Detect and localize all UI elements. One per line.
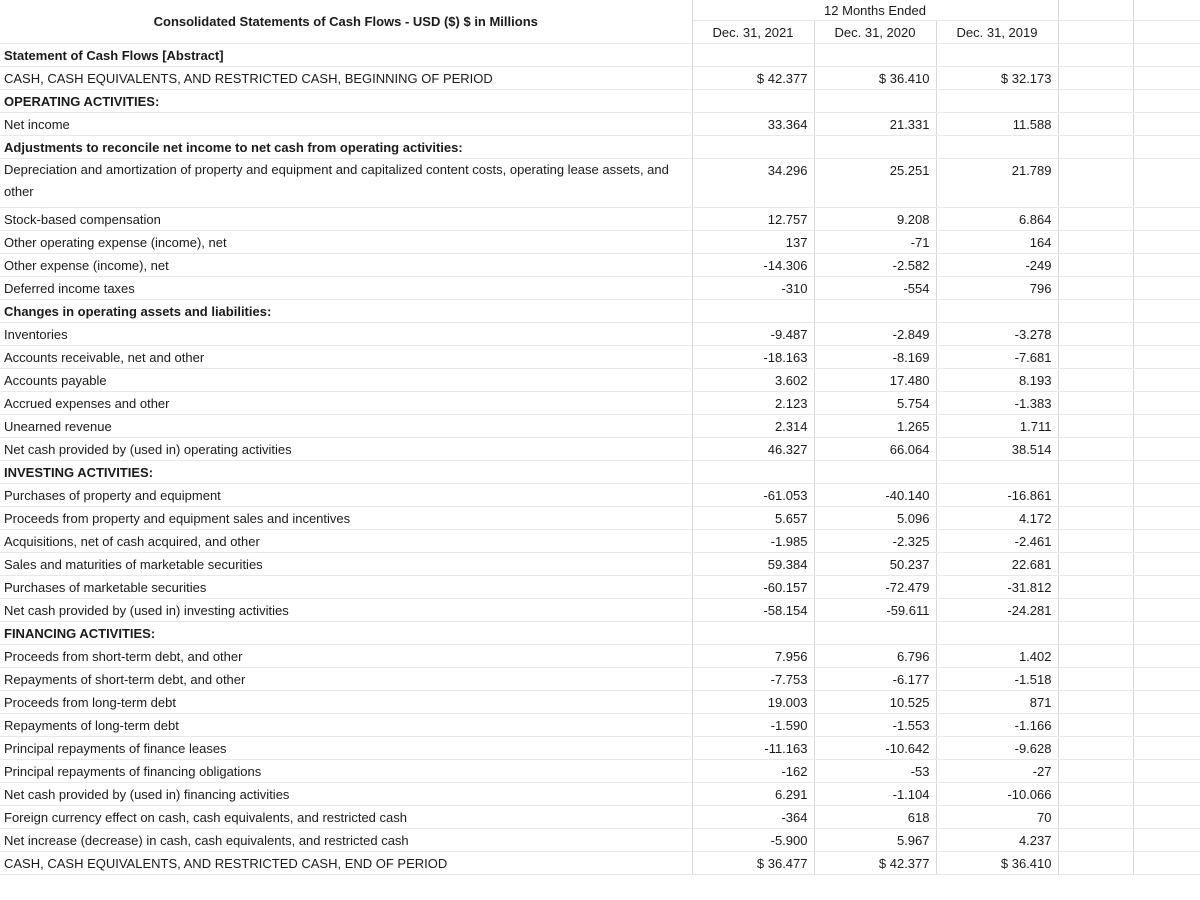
empty-cell — [1058, 415, 1133, 438]
empty-cell — [1133, 829, 1200, 852]
empty-cell — [1133, 369, 1200, 392]
row-label: Proceeds from property and equipment sales and incentives — [0, 507, 692, 530]
table-row — [0, 599, 1200, 622]
value-cell: -249 — [936, 254, 1058, 277]
value-cell: 618 — [814, 806, 936, 829]
empty-cell — [1133, 44, 1200, 67]
table-row — [0, 415, 1200, 438]
table-row — [0, 346, 1200, 369]
value-cell: -59.611 — [814, 599, 936, 622]
row-label: Statement of Cash Flows [Abstract] — [0, 44, 692, 67]
value-cell: -58.154 — [692, 599, 814, 622]
value-cell: 59.384 — [692, 553, 814, 576]
value-cell — [692, 136, 814, 159]
value-cell: $ 36.477 — [692, 852, 814, 875]
value-cell: -1.383 — [936, 392, 1058, 415]
table-row — [0, 369, 1200, 392]
row-label: CASH, CASH EQUIVALENTS, AND RESTRICTED CASH, BEGINNING OF PERIOD — [0, 67, 692, 90]
empty-cell — [1133, 576, 1200, 599]
value-cell: 50.237 — [814, 553, 936, 576]
empty-cell — [1133, 507, 1200, 530]
empty-cell — [1058, 484, 1133, 507]
row-label: Purchases of property and equipment — [0, 484, 692, 507]
value-cell — [936, 90, 1058, 113]
empty-cell — [1058, 231, 1133, 254]
row-label: Repayments of short-term debt, and other — [0, 668, 692, 691]
row-label: Net cash provided by (used in) financing activities — [0, 783, 692, 806]
date-header-2020: Dec. 31, 2020 — [814, 21, 936, 44]
value-cell: 5.096 — [814, 507, 936, 530]
value-cell — [936, 461, 1058, 484]
table-row — [0, 668, 1200, 691]
value-cell: 22.681 — [936, 553, 1058, 576]
empty-cell — [1133, 714, 1200, 737]
row-label: Unearned revenue — [0, 415, 692, 438]
empty-cell — [1133, 645, 1200, 668]
table-row — [0, 553, 1200, 576]
value-cell: 21.331 — [814, 113, 936, 136]
value-cell: 5.657 — [692, 507, 814, 530]
empty-cell — [1058, 507, 1133, 530]
value-cell — [814, 90, 936, 113]
value-cell: -27 — [936, 760, 1058, 783]
value-cell: -7.753 — [692, 668, 814, 691]
empty-cell — [1058, 113, 1133, 136]
empty-cell — [1133, 67, 1200, 90]
value-cell: 796 — [936, 277, 1058, 300]
value-cell: -24.281 — [936, 599, 1058, 622]
value-cell: -364 — [692, 806, 814, 829]
empty-cell — [1058, 346, 1133, 369]
header-row-period — [0, 0, 1200, 21]
row-label: Proceeds from short-term debt, and other — [0, 645, 692, 668]
value-cell: 66.064 — [814, 438, 936, 461]
table-row — [0, 277, 1200, 300]
date-header-2019: Dec. 31, 2019 — [936, 21, 1058, 44]
row-label: Net cash provided by (used in) operating activities — [0, 438, 692, 461]
row-label: Other expense (income), net — [0, 254, 692, 277]
empty-cell — [1133, 622, 1200, 645]
table-row — [0, 806, 1200, 829]
empty-cell — [1133, 208, 1200, 231]
value-cell: 164 — [936, 231, 1058, 254]
row-label: Proceeds from long-term debt — [0, 691, 692, 714]
value-cell: $ 42.377 — [692, 67, 814, 90]
value-cell: -61.053 — [692, 484, 814, 507]
value-cell: 70 — [936, 806, 1058, 829]
empty-cell — [1133, 484, 1200, 507]
table-row — [0, 783, 1200, 806]
empty-cell — [1133, 159, 1200, 208]
table-row — [0, 231, 1200, 254]
row-label: OPERATING ACTIVITIES: — [0, 90, 692, 113]
empty-cell — [1133, 530, 1200, 553]
empty-cell — [1058, 277, 1133, 300]
empty-cell — [1133, 346, 1200, 369]
value-cell: -72.479 — [814, 576, 936, 599]
value-cell: -1.553 — [814, 714, 936, 737]
value-cell: 5.967 — [814, 829, 936, 852]
empty-cell — [1058, 392, 1133, 415]
value-cell — [692, 622, 814, 645]
empty-cell — [1133, 415, 1200, 438]
value-cell: $ 42.377 — [814, 852, 936, 875]
empty-cell — [1058, 21, 1133, 44]
table-row — [0, 622, 1200, 645]
value-cell: -1.985 — [692, 530, 814, 553]
row-label: Net cash provided by (used in) investing activities — [0, 599, 692, 622]
empty-cell — [1058, 323, 1133, 346]
value-cell: 871 — [936, 691, 1058, 714]
empty-cell — [1058, 622, 1133, 645]
value-cell: $ 36.410 — [814, 67, 936, 90]
empty-cell — [1058, 553, 1133, 576]
value-cell: 9.208 — [814, 208, 936, 231]
empty-cell — [1133, 599, 1200, 622]
row-label: Net increase (decrease) in cash, cash equivalents, and restricted cash — [0, 829, 692, 852]
value-cell — [692, 461, 814, 484]
empty-cell — [1133, 668, 1200, 691]
value-cell: -2.325 — [814, 530, 936, 553]
table-row — [0, 737, 1200, 760]
empty-cell — [1058, 530, 1133, 553]
empty-cell — [1058, 438, 1133, 461]
period-header: 12 Months Ended — [692, 0, 1058, 21]
table-row — [0, 323, 1200, 346]
empty-cell — [1058, 90, 1133, 113]
value-cell — [814, 300, 936, 323]
table-row — [0, 645, 1200, 668]
empty-cell — [1058, 829, 1133, 852]
table-row — [0, 438, 1200, 461]
row-label: Depreciation and amortization of property and equipment and capitalized content costs, operating lease assets, and other — [0, 159, 692, 208]
row-label: FINANCING ACTIVITIES: — [0, 622, 692, 645]
row-label: Principal repayments of finance leases — [0, 737, 692, 760]
value-cell: 38.514 — [936, 438, 1058, 461]
empty-cell — [1133, 0, 1200, 21]
table-row — [0, 507, 1200, 530]
value-cell: 4.172 — [936, 507, 1058, 530]
row-label: INVESTING ACTIVITIES: — [0, 461, 692, 484]
value-cell — [936, 300, 1058, 323]
row-label: Accounts receivable, net and other — [0, 346, 692, 369]
row-label: Stock-based compensation — [0, 208, 692, 231]
value-cell: -16.861 — [936, 484, 1058, 507]
value-cell: -554 — [814, 277, 936, 300]
value-cell: -9.628 — [936, 737, 1058, 760]
row-label: Sales and maturities of marketable securities — [0, 553, 692, 576]
row-label: Accrued expenses and other — [0, 392, 692, 415]
value-cell: 7.956 — [692, 645, 814, 668]
value-cell: 17.480 — [814, 369, 936, 392]
table-row — [0, 392, 1200, 415]
value-cell: -31.812 — [936, 576, 1058, 599]
empty-cell — [1133, 438, 1200, 461]
empty-cell — [1058, 44, 1133, 67]
table-row — [0, 461, 1200, 484]
empty-cell — [1133, 461, 1200, 484]
value-cell: -2.582 — [814, 254, 936, 277]
row-label: Accounts payable — [0, 369, 692, 392]
value-cell: 8.193 — [936, 369, 1058, 392]
value-cell: -310 — [692, 277, 814, 300]
value-cell: 34.296 — [692, 159, 814, 208]
value-cell: -7.681 — [936, 346, 1058, 369]
value-cell: 12.757 — [692, 208, 814, 231]
value-cell: -1.590 — [692, 714, 814, 737]
value-cell: 10.525 — [814, 691, 936, 714]
value-cell: 3.602 — [692, 369, 814, 392]
empty-cell — [1133, 113, 1200, 136]
row-label: Inventories — [0, 323, 692, 346]
value-cell — [692, 90, 814, 113]
table-row — [0, 530, 1200, 553]
table-row — [0, 44, 1200, 67]
value-cell: 11.588 — [936, 113, 1058, 136]
row-label: Net income — [0, 113, 692, 136]
empty-cell — [1133, 783, 1200, 806]
row-label: Other operating expense (income), net — [0, 231, 692, 254]
empty-cell — [1058, 159, 1133, 208]
empty-cell — [1133, 254, 1200, 277]
value-cell: -2.849 — [814, 323, 936, 346]
empty-cell — [1133, 806, 1200, 829]
table-row — [0, 852, 1200, 875]
value-cell: -14.306 — [692, 254, 814, 277]
value-cell: -6.177 — [814, 668, 936, 691]
row-label: Adjustments to reconcile net income to net cash from operating activities: — [0, 136, 692, 159]
empty-cell — [1133, 21, 1200, 44]
value-cell: -10.642 — [814, 737, 936, 760]
value-cell: -10.066 — [936, 783, 1058, 806]
table-row — [0, 576, 1200, 599]
empty-cell — [1133, 323, 1200, 346]
value-cell — [936, 622, 1058, 645]
value-cell: -3.278 — [936, 323, 1058, 346]
value-cell: -162 — [692, 760, 814, 783]
row-label: Deferred income taxes — [0, 277, 692, 300]
table-row — [0, 484, 1200, 507]
value-cell — [692, 300, 814, 323]
value-cell: -2.461 — [936, 530, 1058, 553]
value-cell: $ 36.410 — [936, 852, 1058, 875]
value-cell: -71 — [814, 231, 936, 254]
table-row — [0, 300, 1200, 323]
value-cell: -60.157 — [692, 576, 814, 599]
empty-cell — [1058, 760, 1133, 783]
empty-cell — [1058, 0, 1133, 21]
empty-cell — [1058, 300, 1133, 323]
value-cell: 1.265 — [814, 415, 936, 438]
empty-cell — [1058, 599, 1133, 622]
table-row — [0, 136, 1200, 159]
empty-cell — [1058, 783, 1133, 806]
value-cell: 33.364 — [692, 113, 814, 136]
value-cell: 6.796 — [814, 645, 936, 668]
empty-cell — [1133, 231, 1200, 254]
value-cell: 4.237 — [936, 829, 1058, 852]
value-cell: 6.291 — [692, 783, 814, 806]
value-cell: 5.754 — [814, 392, 936, 415]
row-label: Changes in operating assets and liabilities: — [0, 300, 692, 323]
table-row — [0, 254, 1200, 277]
empty-cell — [1133, 737, 1200, 760]
row-label: CASH, CASH EQUIVALENTS, AND RESTRICTED CASH, END OF PERIOD — [0, 852, 692, 875]
table-row — [0, 90, 1200, 113]
value-cell: -9.487 — [692, 323, 814, 346]
empty-cell — [1058, 369, 1133, 392]
value-cell: -1.104 — [814, 783, 936, 806]
value-cell: -11.163 — [692, 737, 814, 760]
row-label: Foreign currency effect on cash, cash equivalents, and restricted cash — [0, 806, 692, 829]
empty-cell — [1058, 668, 1133, 691]
value-cell: -1.166 — [936, 714, 1058, 737]
row-label: Repayments of long-term debt — [0, 714, 692, 737]
table-row — [0, 159, 1200, 208]
empty-cell — [1058, 576, 1133, 599]
value-cell — [936, 136, 1058, 159]
empty-cell — [1133, 760, 1200, 783]
empty-cell — [1133, 277, 1200, 300]
value-cell: 1.711 — [936, 415, 1058, 438]
row-label: Principal repayments of financing obligations — [0, 760, 692, 783]
row-label: Acquisitions, net of cash acquired, and other — [0, 530, 692, 553]
empty-cell — [1133, 90, 1200, 113]
table-row — [0, 208, 1200, 231]
value-cell — [936, 44, 1058, 67]
empty-cell — [1058, 645, 1133, 668]
empty-cell — [1058, 67, 1133, 90]
empty-cell — [1133, 392, 1200, 415]
empty-cell — [1058, 691, 1133, 714]
empty-cell — [1058, 737, 1133, 760]
value-cell — [814, 622, 936, 645]
empty-cell — [1133, 852, 1200, 875]
table-row — [0, 113, 1200, 136]
value-cell — [692, 44, 814, 67]
table-row — [0, 714, 1200, 737]
value-cell: 6.864 — [936, 208, 1058, 231]
table-title: Consolidated Statements of Cash Flows - USD ($) $ in Millions — [0, 0, 692, 44]
empty-cell — [1058, 208, 1133, 231]
value-cell — [814, 136, 936, 159]
empty-cell — [1133, 553, 1200, 576]
value-cell — [814, 44, 936, 67]
value-cell: 1.402 — [936, 645, 1058, 668]
value-cell: -40.140 — [814, 484, 936, 507]
value-cell: 19.003 — [692, 691, 814, 714]
value-cell: $ 32.173 — [936, 67, 1058, 90]
value-cell: 46.327 — [692, 438, 814, 461]
value-cell: 21.789 — [936, 159, 1058, 208]
value-cell: -5.900 — [692, 829, 814, 852]
row-label: Purchases of marketable securities — [0, 576, 692, 599]
value-cell: -8.169 — [814, 346, 936, 369]
empty-cell — [1058, 852, 1133, 875]
date-header-2021: Dec. 31, 2021 — [692, 21, 814, 44]
empty-cell — [1058, 714, 1133, 737]
empty-cell — [1058, 461, 1133, 484]
value-cell: -18.163 — [692, 346, 814, 369]
value-cell: 2.314 — [692, 415, 814, 438]
value-cell: 137 — [692, 231, 814, 254]
empty-cell — [1058, 136, 1133, 159]
table-row — [0, 67, 1200, 90]
table-row — [0, 691, 1200, 714]
value-cell — [814, 461, 936, 484]
empty-cell — [1133, 300, 1200, 323]
empty-cell — [1058, 254, 1133, 277]
empty-cell — [1133, 136, 1200, 159]
empty-cell — [1133, 691, 1200, 714]
value-cell: 25.251 — [814, 159, 936, 208]
table-row — [0, 760, 1200, 783]
table-row — [0, 829, 1200, 852]
value-cell: -53 — [814, 760, 936, 783]
value-cell: 2.123 — [692, 392, 814, 415]
empty-cell — [1058, 806, 1133, 829]
value-cell: -1.518 — [936, 668, 1058, 691]
